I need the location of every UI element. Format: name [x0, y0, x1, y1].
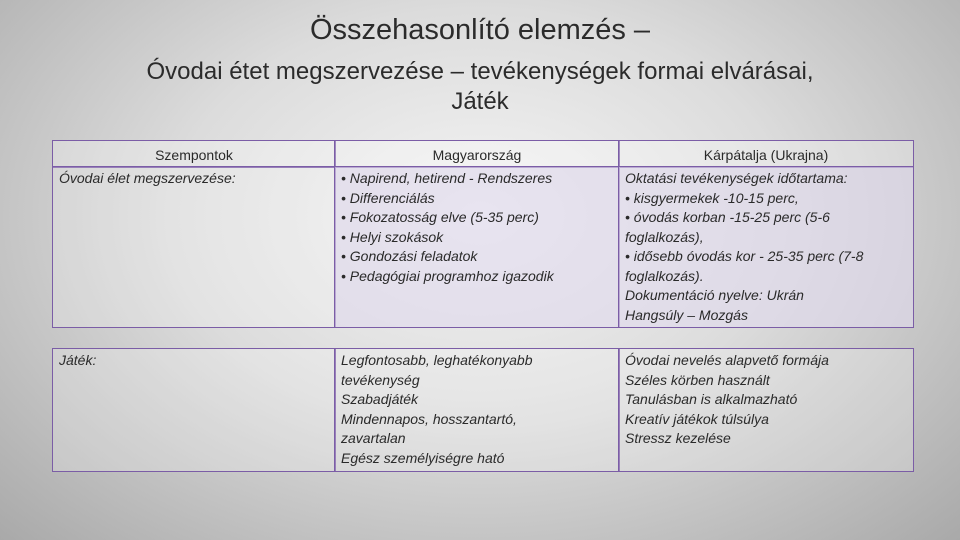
- cell-hungary-game: [334, 348, 620, 472]
- list-item: Mindennapos, hosszantartó,: [341, 410, 517, 427]
- list-item: Oktatási tevékenységek időtartama:: [625, 170, 848, 186]
- subtitle-line-2: Játék: [451, 88, 509, 115]
- list-item: foglalkozás),: [625, 228, 704, 245]
- row-label-text: Óvodai élet megszervezése:: [59, 170, 236, 186]
- list-item: zavartalan: [341, 430, 406, 446]
- list-item: Óvodai nevelés alapvető formája: [625, 352, 829, 368]
- list-item: • idősebb óvodás kor - 25-35 perc (7-8: [625, 248, 864, 264]
- list-item: Kreatív játékok túlsúlya: [625, 410, 769, 427]
- list-item: • Fokozatosság elve (5-35 perc): [341, 209, 539, 225]
- row-label-organization: [52, 166, 336, 328]
- cell-hungary-organization: [334, 166, 620, 328]
- list-item: Széles körben használt: [625, 371, 770, 388]
- list-item: • Pedagógiai programhoz igazodik: [341, 267, 554, 284]
- row-label-text: Játék:: [59, 352, 97, 368]
- slide-title: Összehasonlító elemzés –: [309, 14, 651, 46]
- list-item: • óvodás korban -15-25 perc (5-6: [625, 209, 830, 225]
- slide-subtitle: [50, 57, 910, 117]
- list-item: Szabadjáték: [341, 391, 419, 407]
- cell-ukraine-organization: [618, 166, 914, 328]
- list-item: Legfontosabb, leghatékonyabb: [341, 352, 533, 368]
- list-item: • Helyi szokások: [341, 228, 444, 245]
- list-item: • Differenciálás: [341, 189, 435, 206]
- list-item: Tanulásban is alkalmazható: [625, 391, 798, 407]
- header-criteria: Szempontok: [52, 140, 336, 168]
- subtitle-line-1: Óvodai étet megszervezése – tevékenységek formai elvárásai,: [146, 58, 814, 85]
- list-item: Hangsúly – Mozgás: [625, 306, 748, 323]
- row-label-game: [52, 348, 336, 472]
- list-item: • kisgyermekek -10-15 perc,: [625, 189, 799, 206]
- list-item: Stressz kezelése: [625, 430, 731, 446]
- header-hungary: Magyarország: [334, 140, 620, 168]
- list-item: tevékenység: [341, 371, 420, 388]
- list-item: • Napirend, hetirend - Rendszeres: [341, 170, 553, 186]
- cell-ukraine-game: [618, 348, 914, 472]
- list-item: foglalkozás).: [625, 267, 704, 284]
- list-item: Dokumentáció nyelve: Ukrán: [625, 287, 804, 303]
- list-item: Egész személyiségre ható: [341, 449, 505, 466]
- header-ukraine: Kárpátalja (Ukrajna): [618, 140, 914, 168]
- list-item: • Gondozási feladatok: [341, 248, 478, 264]
